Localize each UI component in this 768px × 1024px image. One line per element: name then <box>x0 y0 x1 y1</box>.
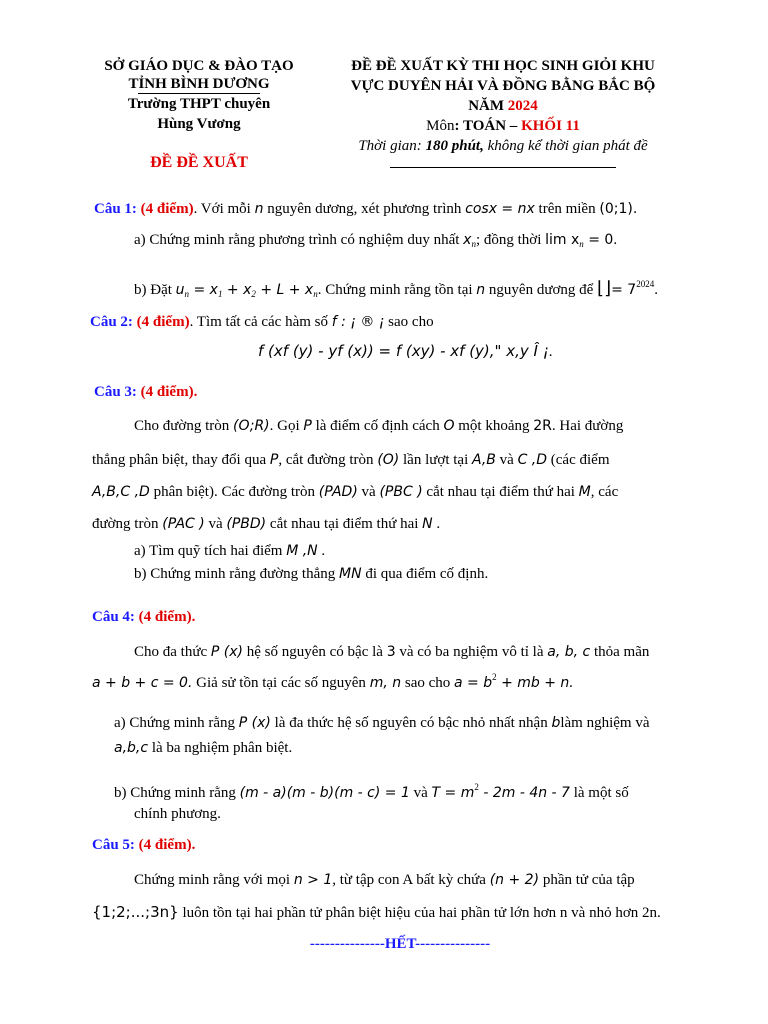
q4a-math: a,b,c <box>114 740 149 756</box>
q3-label: Câu 3: <box>94 384 137 400</box>
q5-text: , từ tập con A bất kỳ chứa <box>332 872 490 888</box>
q3a-line <box>134 543 325 560</box>
q1b-x1: = x <box>189 282 218 298</box>
q4a-text: a) Chứng minh rằng <box>114 715 239 731</box>
q5-text: luôn tồn tại hai phần tử phân biệt hiệu của hai phần tử lớn hơn n và nhỏ hơn 2n. <box>178 905 661 921</box>
q2-text-1: . Tìm tất cả các hàm số <box>189 314 332 330</box>
q4b-text: b) Chứng minh rằng <box>114 785 240 801</box>
q2-end: . <box>548 344 553 360</box>
q4b-math: (m - a)(m - b)(m - c) = 1 <box>239 785 410 801</box>
q3-paragraph-2 <box>92 452 610 469</box>
q1-text-1: . Với mỗi <box>193 201 255 217</box>
q3a-end: . <box>317 543 326 559</box>
q3-text: (các điểm <box>547 452 610 468</box>
q4-math: 3 <box>386 644 396 660</box>
q3-heading <box>94 384 197 401</box>
q1b-condition: = 7 <box>611 282 637 298</box>
end-dashes-left: --------------- <box>309 936 385 952</box>
q1-points: (4 điểm) <box>140 201 194 217</box>
year-value: 2024 <box>507 98 538 114</box>
q3-math: N <box>422 516 433 532</box>
q1a-end: . <box>613 232 618 248</box>
q5-label: Câu 5: <box>92 837 135 853</box>
q3-text: đường tròn <box>92 516 163 532</box>
q3-math: (PBD) <box>226 516 267 532</box>
dept-name: SỞ GIÁO DỤC & ĐÀO TẠO <box>104 58 294 74</box>
q3-text: cắt nhau tại điểm thứ hai <box>422 484 579 500</box>
grade-value: KHỐI 11 <box>521 118 580 134</box>
school-name: Trường THPT chuyên <box>127 96 271 112</box>
q4a-line-2 <box>114 740 292 757</box>
end-label: HẾT <box>384 936 416 952</box>
floor-bracket-icon: ⌊⌋ <box>597 278 612 299</box>
q1b-u: u <box>175 282 185 298</box>
q1b-u-sub: n <box>184 289 190 299</box>
q3-math: 2R <box>533 418 552 434</box>
q5-paragraph-2 <box>92 903 661 922</box>
q4-points: (4 điểm). <box>138 609 196 625</box>
q4-math: + mb + n. <box>496 675 574 691</box>
q4-square: 2 <box>492 672 497 682</box>
q3-text: và <box>495 452 518 468</box>
q1b-x2-sub: 2 <box>251 289 256 299</box>
proposal-tag: ĐỀ ĐỀ XUẤT <box>150 154 248 171</box>
q3-text: , cắt đường tròn <box>278 452 378 468</box>
q1b-text-1: b) Đặt <box>134 282 176 298</box>
q3-points: (4 điểm). <box>140 384 198 400</box>
q1a-limit-sub: n <box>579 239 584 249</box>
q4-text: Cho đa thức <box>134 644 211 660</box>
q3-text: . Gọi <box>269 418 304 434</box>
q5-paragraph-1 <box>134 872 635 889</box>
q1b-var-n: n <box>476 282 486 298</box>
q3-math: A,B,C ,D <box>92 484 150 500</box>
q1-domain: (0;1). <box>599 201 638 217</box>
q4a-text: là đa thức hệ số nguyên có bậc nhỏ nhất nhận <box>270 715 552 731</box>
q5-math: n > 1 <box>293 872 333 888</box>
q1a-var-x: x <box>463 232 472 248</box>
q4b-line <box>114 782 629 802</box>
q4-heading <box>92 609 195 626</box>
q3-text: . <box>432 516 441 532</box>
q3-math: (PBC ) <box>379 484 423 500</box>
q5-points: (4 điểm). <box>138 837 196 853</box>
q4-label: Câu 4: <box>92 609 135 625</box>
q4-text: và có ba nghiệm vô tỉ là <box>395 644 548 660</box>
school-name-2: Hùng Vương <box>157 116 241 132</box>
exam-title-1: ĐỀ ĐỀ XUẤT KỲ THI HỌC SINH GIỎI KHU <box>351 58 655 74</box>
q3-paragraph-3 <box>92 484 618 501</box>
exam-title-2: VỰC DUYÊN HẢI VÀ ĐỒNG BẰNG BẮC BỘ <box>350 78 656 94</box>
q2-function: f : ¡ ® ¡ <box>331 314 385 330</box>
q4-paragraph-2 <box>92 672 574 692</box>
q4b-text: là một số <box>569 785 629 801</box>
q3-math: (O;R) <box>232 418 270 434</box>
q4b-line-2 <box>134 806 221 823</box>
province-name: TỈNH BÌNH DƯƠNG <box>128 76 270 92</box>
q4-text: sao cho <box>401 675 455 691</box>
q4b-text: chính phương. <box>134 806 221 822</box>
q4-math: P (x) <box>210 644 243 660</box>
q5-heading <box>92 837 195 854</box>
q1a-limit-value: = 0 <box>583 232 614 248</box>
q4-math: a + b + c = 0. <box>92 675 193 691</box>
q3b-line <box>134 566 488 583</box>
q3-paragraph-4 <box>92 516 440 533</box>
q4-text: thỏa mãn <box>590 644 650 660</box>
time-suffix: không kể thời gian phát đề <box>483 138 648 154</box>
q3-text: là điểm cố định cách <box>311 418 444 434</box>
q3-paragraph-1 <box>134 418 623 435</box>
q4a-text: làm nghiệm và <box>560 715 650 731</box>
q1b-text-3: nguyên dương để <box>485 282 598 298</box>
q4-math: a, b, c <box>547 644 591 660</box>
end-marker <box>0 936 768 953</box>
q2-equation: f (xf (y) - yf (x)) = f (xy) - xf (y)," x,y Î ¡ <box>258 342 549 360</box>
time-line <box>328 138 678 155</box>
q1-equation: cosx = nx <box>465 201 535 217</box>
q1b-text-2: . Chứng minh rằng tồn tại <box>317 282 477 298</box>
q2-equation-line <box>258 342 552 361</box>
q3-math: C ,D <box>517 452 548 468</box>
q3-math: O <box>443 418 455 434</box>
q2-label: Câu 2: <box>90 314 133 330</box>
q3-math: A,B <box>471 452 496 468</box>
q2-points: (4 điểm) <box>136 314 190 330</box>
q1b-end: . <box>654 282 658 298</box>
q4b-square: 2 <box>474 782 479 792</box>
q5-text: phần tử của tập <box>539 872 635 888</box>
time-value: 180 phút, <box>425 138 484 154</box>
q5-math: (n + 2) <box>489 872 540 888</box>
q4-text: Giả sử tồn tại các số nguyên <box>192 675 370 691</box>
province-underline <box>138 93 260 94</box>
q1b-x2: + x <box>222 282 252 298</box>
q1b-xn: + L + x <box>255 282 314 298</box>
q3-text: và <box>204 516 227 532</box>
q3-text: phân biệt). Các đường tròn <box>149 484 319 500</box>
q4a-math: b <box>551 715 561 731</box>
q4a-math: P (x) <box>238 715 271 731</box>
subject-value: : TOÁN – <box>454 118 522 134</box>
q1a-text-2: ; đồng thời <box>475 232 546 248</box>
q1a-text-1: a) Chứng minh rằng phương trình có nghiệm duy nhất <box>134 232 464 248</box>
q3-text: một khoảng <box>454 418 534 434</box>
q1a-line <box>134 232 617 249</box>
q1-label: Câu 1: <box>94 201 137 217</box>
q4b-text: và <box>409 785 432 801</box>
time-prefix: Thời gian: <box>358 138 426 154</box>
q1a-limit: lim x <box>545 232 580 248</box>
q1-line <box>94 201 637 218</box>
q3-math: P <box>269 452 279 468</box>
subject-line <box>328 118 678 135</box>
q3-text: , các <box>590 484 619 500</box>
end-dashes-right: --------------- <box>415 936 491 952</box>
q4-paragraph-1 <box>134 644 649 661</box>
q3-math: (O) <box>377 452 400 468</box>
q1-text-3: trên miền <box>534 201 600 217</box>
header-divider <box>390 167 616 168</box>
q3b-text: đi qua điểm cố định. <box>361 566 489 582</box>
q4-text: hệ số nguyên có bậc là <box>242 644 387 660</box>
q3-math: (PAD) <box>318 484 358 500</box>
q3-text: lần lượt tại <box>399 452 472 468</box>
q3-math: M <box>578 484 591 500</box>
q1b-exponent: 2024 <box>636 279 655 289</box>
q3-text: Cho đường tròn <box>134 418 233 434</box>
q1-var-n: n <box>254 201 264 217</box>
q4a-line <box>114 715 649 732</box>
q1b-xn-sub: n <box>313 289 318 299</box>
q3-math: (PAC ) <box>162 516 205 532</box>
q5-math: {1;2;...;3n} <box>92 903 179 921</box>
q3b-text: b) Chứng minh rằng đường thẳng <box>134 566 340 582</box>
year-prefix: NĂM <box>468 98 508 114</box>
q3-text: . Hai đường <box>551 418 624 434</box>
q3b-math: MN <box>339 566 362 582</box>
subject-prefix: Môn <box>426 118 455 134</box>
q3a-text: a) Tìm quỹ tích hai điểm <box>134 543 287 559</box>
q3-text: thẳng phân biệt, thay đổi qua <box>92 452 270 468</box>
q4a-text: là ba nghiệm phân biệt. <box>148 740 293 756</box>
q2-text-2: sao cho <box>384 314 434 330</box>
q2-line <box>90 314 434 331</box>
q3-text: cắt nhau tại điểm thứ hai <box>266 516 423 532</box>
exam-year <box>328 98 678 115</box>
q4-math: a = b <box>454 675 493 691</box>
q4-math: m, n <box>369 675 402 691</box>
q3a-math: M ,N <box>286 543 318 559</box>
q1b-line <box>134 278 658 299</box>
q1-text-2: nguyên dương, xét phương trình <box>263 201 466 217</box>
q1b-x1-sub: 1 <box>217 289 223 299</box>
q4b-math: - 2m - 4n - 7 <box>478 785 570 801</box>
q4b-math: T = m <box>431 785 475 801</box>
q3-text: và <box>357 484 380 500</box>
q1a-sub-n: n <box>471 239 476 249</box>
q5-text: Chứng minh rằng với mọi <box>134 872 294 888</box>
q3-math: P <box>303 418 312 434</box>
